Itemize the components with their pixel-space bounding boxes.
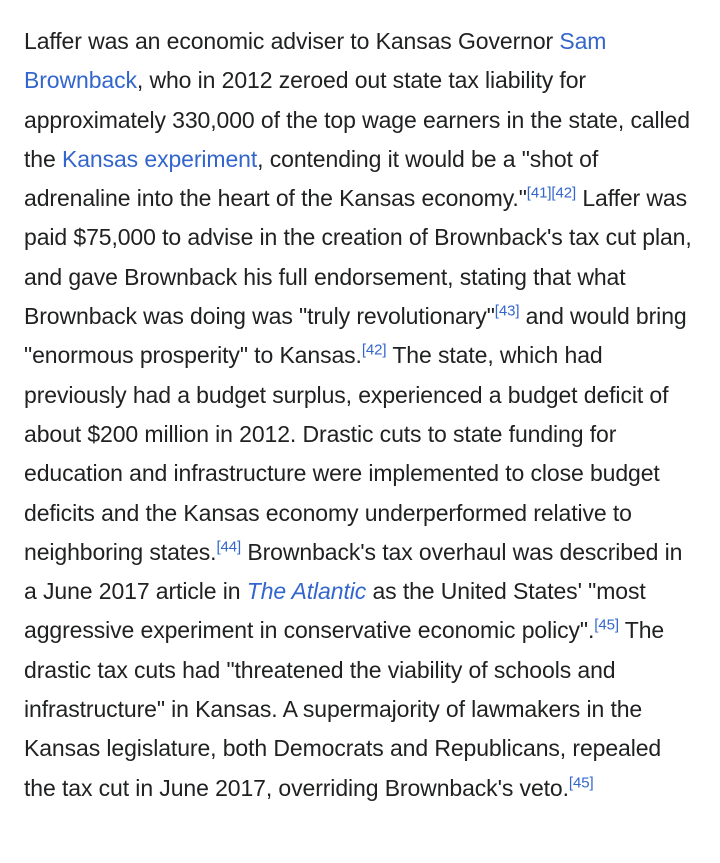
paragraph-text: Laffer was paid $75,000 to advise in the creation of Brownback's tax cut plan, and gave Brownback his full endorsement, stating that what Brownback was doing was "truly revolutionary": [24, 185, 692, 330]
paragraph-text: The state, which had previously had a budget surplus, experienced a budget deficit of about $200 million in 2012. Drastic cuts to state funding for education and infrastructure were implemented to close budget deficits and the Kansas economy underperformed relative to neighboring states.: [24, 342, 669, 565]
citation-superscript: [495, 302, 520, 319]
paragraph-text: The drastic tax cuts had "threatened the viability of schools and infrastructure" in Kansas. A supermajority of lawmakers in the Kansas legislature, both Democrats and Republicans, repealed the tax cut in June 2017, overriding Brownback's veto.: [24, 617, 665, 801]
paragraph-text: as the United States' "most aggressive experiment in conservative economic policy".: [24, 578, 646, 644]
link-the-atlantic[interactable]: The Atlantic: [246, 578, 367, 605]
link-kansas-experiment[interactable]: Kansas experiment: [61, 145, 258, 172]
citation-superscript: [527, 185, 552, 202]
citation-superscript: [362, 342, 387, 359]
citation-superscript: [569, 774, 594, 791]
citation-superscript: [594, 617, 619, 634]
citation-42[interactable]: [42]: [361, 341, 387, 359]
citation-44[interactable]: [44]: [216, 538, 242, 556]
paragraph-text: Brownback's tax overhaul was described in a June 2017 article in: [24, 538, 683, 605]
citation-43[interactable]: [43]: [494, 302, 520, 320]
citation-45[interactable]: [45]: [594, 616, 619, 634]
citation-45[interactable]: [45]: [568, 773, 594, 791]
citation-superscript: [216, 538, 241, 555]
paragraph-text: , contending it would be a "shot of adrenaline into the heart of the Kansas economy.": [24, 145, 599, 212]
citation-42[interactable]: [42]: [551, 184, 577, 202]
paragraph-text: , who in 2012 zeroed out state tax liability for approximately 330,000 of the top wage earners in the state, called the: [24, 67, 690, 172]
link-sam-brownback[interactable]: Sam Brownback: [24, 28, 607, 94]
paragraph-text: and would bring "enormous prosperity" to Kansas.: [24, 303, 687, 369]
citation-superscript: [551, 185, 576, 202]
paragraph-text: Laffer was an economic adviser to Kansas Governor: [24, 28, 560, 54]
citation-41[interactable]: [41]: [526, 184, 552, 202]
article-paragraph: [24, 22, 696, 808]
